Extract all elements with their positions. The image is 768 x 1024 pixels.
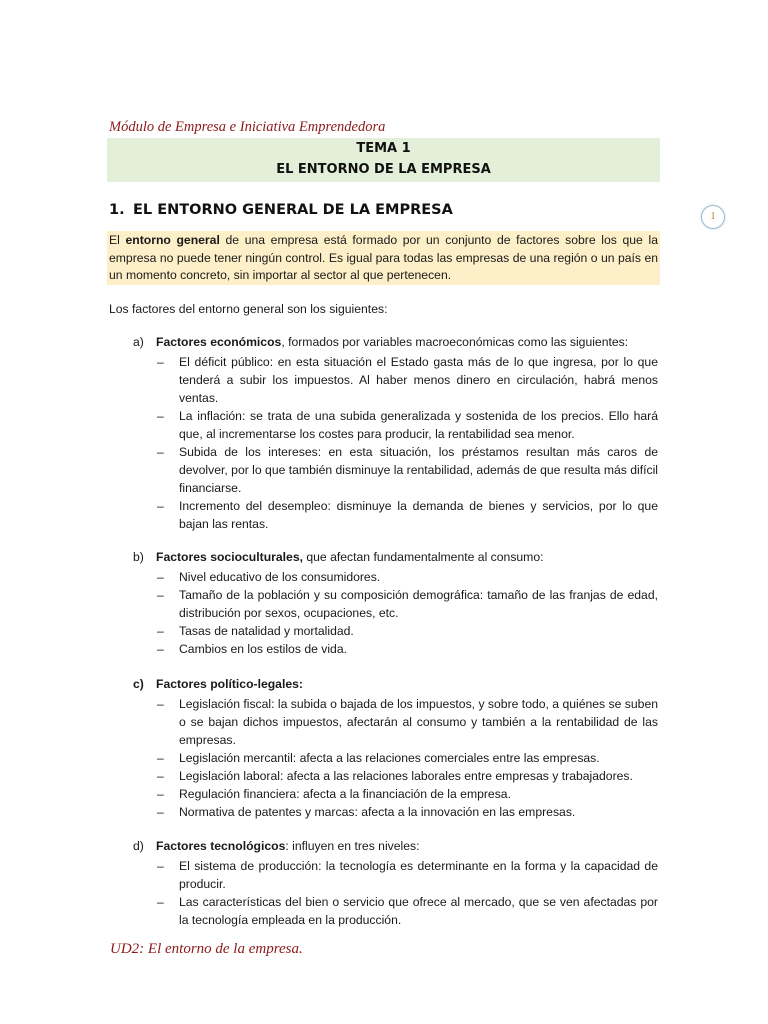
dash-bullet: – [157,751,164,765]
list-item: – Cambios en los estilos de vida. [157,642,348,656]
list-item: – Tasas de natalidad y mortalidad. [157,624,354,638]
section-number: 1. [109,202,125,218]
title-box [107,138,660,182]
intro-paragraph [107,231,660,285]
dash-bullet: – [157,697,164,711]
dash-bullet: – [157,859,164,873]
list-item: – El sistema de producción: la tecnología es determinante en la forma y la capacidad de producir. [157,859,658,891]
dash-bullet: – [157,769,164,783]
group-subtitle: que afectan fundamentalmente al consumo: [302,550,544,564]
list-item: – Tamaño de la población y su composición demográfica: tamaño de las franjas de edad, distribución por sexos, ocupaciones, etc. [157,588,658,620]
dash-bullet: – [157,355,164,369]
dash-bullet: – [157,588,164,602]
dash-bullet: – [157,445,164,459]
module-header: Módulo de Empresa e Iniciativa Emprendedora [109,119,386,135]
intro-post: de una empresa está formado por un conjunto de factores sobre los que la empresa no puede tener ningún control. Es igual para todas las empresas de una región o un país en un momento concreto, sin importar al sector al que pertenecen. [109,233,658,282]
dash-bullet: – [157,642,164,656]
dash-bullet: – [157,570,164,584]
group-title: Factores socioculturales, [156,550,303,564]
section-title: EL ENTORNO GENERAL DE LA EMPRESA [133,202,453,218]
list-item: – Legislación fiscal: la subida o bajada de los impuestos, y sobre todo, a quiénes se suben o se bajan dichos impuestos, afectarán al consumo y también a la rentabilidad de las empresas. [157,697,659,747]
dash-bullet: – [157,409,164,423]
group-title: Factores económicos [156,335,282,349]
dash-bullet: – [157,499,164,513]
group-letter: a) [133,335,144,349]
group-letter: c) [133,677,144,691]
group-title: Factores político-legales: [156,677,303,691]
intro-pre: El [109,233,126,247]
page-footer: UD2: El entorno de la empresa. [110,941,303,957]
list-item: – Normativa de patentes y marcas: afecta a la innovación en las empresas. [157,805,576,819]
list-item: – Legislación mercantil: afecta a las relaciones comerciales entre las empresas. [157,751,600,765]
list-item: – La inflación: se trata de una subida generalizada y sostenida de los precios. Ello hará que, al incrementarse los costes para producir, la rentabilidad sea menor. [157,409,658,441]
list-item: – Subida de los intereses: en esta situación, los préstamos resultan más caros de devolver, por lo que también disminuye la rentabilidad, además de que resulta más difícil financiarse. [157,445,658,495]
lead-paragraph: Los factores del entorno general son los siguientes: [109,302,388,316]
list-item: – Incremento del desempleo: disminuye la demanda de bienes y servicios, por lo que bajan las rentas. [157,499,658,531]
dash-bullet: – [157,895,164,909]
group-letter: b) [133,550,144,564]
dash-bullet: – [157,787,164,801]
page-number-badge: 1 [701,205,725,229]
group-subtitle: , formados por variables macroeconómicas como las siguientes: [281,335,629,349]
item-list [157,857,658,929]
list-item: – Nivel educativo de los consumidores. [157,570,381,584]
title-line-1: TEMA 1 [356,141,411,156]
group-letter: d) [133,839,144,853]
group-title: Factores tecnológicos [156,839,286,853]
list-item: – Regulación financiera: afecta a la financiación de la empresa. [157,787,511,801]
item-list [157,568,658,658]
intro-bold: entorno general [125,233,220,247]
dash-bullet: – [157,624,164,638]
dash-bullet: – [157,805,164,819]
item-list [157,353,658,533]
group-subtitle: : influyen en tres niveles: [285,839,420,853]
title-line-2: EL ENTORNO DE LA EMPRESA [276,162,491,177]
list-item: – Las características del bien o servicio que ofrece al mercado, que se ven afectadas por la tecnología empleada en la producción. [157,895,658,927]
list-item: – Legislación laboral: afecta a las relaciones laborales entre empresas y trabajadores. [157,769,633,783]
section-heading [109,202,453,218]
list-item: – El déficit público: en esta situación el Estado gasta más de lo que ingresa, por lo que tenderá a subir los impuestos. Al haber menos dinero en circulación, habrá menos ventas. [157,355,658,405]
item-list [157,695,658,821]
